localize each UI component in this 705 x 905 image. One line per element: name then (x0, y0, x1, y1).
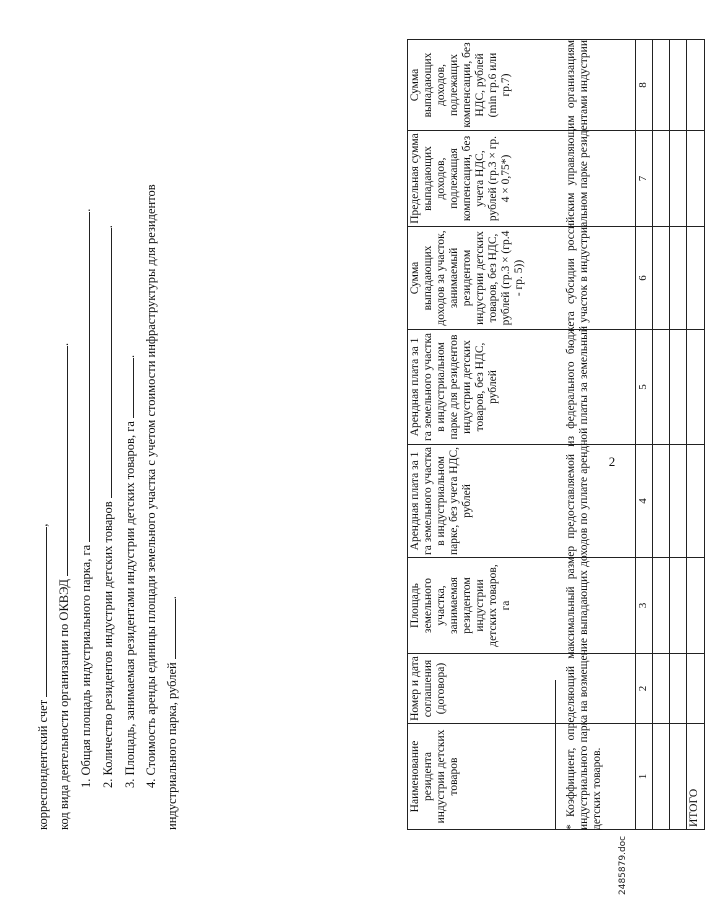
table-cell (670, 654, 687, 724)
table-cell (670, 558, 687, 654)
field-label: 1. Общая площадь индустриального парка, га (79, 544, 93, 788)
col-header-area: Площадь земельного участка, занимаемая резидентом индустрии детских товаров, га (408, 558, 636, 654)
table-cell (670, 131, 687, 227)
table-cell (653, 131, 670, 227)
column-numbers-row (636, 40, 653, 830)
table-row (670, 40, 687, 830)
fill-line (100, 228, 112, 498)
field-label: 3. Площадь, занимаемая резидентами индустрии детских товаров, га (123, 421, 137, 788)
field-park-area: 1. Общая площадь индустриального парка, га . (79, 208, 93, 788)
col-header-compensation: Сумма выпадающих доходов, подлежащих компенсации, без НДС, рублей (min гр.6 или гр.7) (408, 40, 636, 131)
table-cell (670, 445, 687, 558)
field-label: корреспондентский счет (36, 699, 50, 830)
total-label: ИТОГО (687, 724, 705, 830)
field-residents-area: 3. Площадь, занимаемая резидентами индустрии детских товаров, га . (123, 354, 137, 788)
table-cell (653, 330, 670, 445)
table-cell (670, 227, 687, 330)
field-label: индустриального парка, рублей (165, 662, 179, 830)
table-cell (653, 654, 670, 724)
page-number: 2 (608, 453, 616, 469)
table-cell (653, 724, 670, 830)
col-header-resident: Наименование резидента индустрии детских товаров (408, 724, 636, 830)
table-cell (687, 131, 705, 227)
footnote: * Коэффициент, определяющий максимальный размер предоставляемой из федерального бюджета субсидии российским управляющим организациям индустриального парка на возмещение выпадающих доходов по уплате арендной платы за земельный участок в индустриальном парке резидентами индустрии детских товаров. (565, 40, 603, 830)
column-number: 6 (636, 227, 653, 330)
col-header-rent: Арендная плата за 1 га земельного участка в индустриальном парке, без учета НДС, рублей (408, 445, 636, 558)
column-number: 4 (636, 445, 653, 558)
column-number: 8 (636, 40, 653, 131)
fill-line (35, 527, 47, 697)
table-cell (670, 40, 687, 131)
col-header-resident-rent: Арендная плата за 1 га земельного участка в индустриальном парке для резидентов индустрии детских товаров, без НДС, рублей (408, 330, 636, 445)
fill-line (122, 358, 134, 418)
col-header-lost-income: Сумма выпадающих доходов за участок, занимаемый резидентом индустрии детских товаров, без НДС, рублей (гр.3 × (гр.4 - гр. 5)) (408, 227, 636, 330)
file-name: 2485879.doc (618, 835, 628, 895)
table-cell (653, 40, 670, 131)
footnote-divider (555, 680, 556, 830)
field-rent-cost (144, 184, 158, 788)
table-cell (670, 724, 687, 830)
fill-line (164, 599, 176, 659)
table-row (653, 40, 670, 830)
compensation-table (407, 39, 705, 830)
table-cell (687, 227, 705, 330)
col-header-agreement: Номер и дата соглашения (договора) (408, 654, 636, 724)
field-correspondent-account: корреспондентский счет , (36, 523, 50, 830)
column-number: 2 (636, 654, 653, 724)
table-cell (670, 330, 687, 445)
table-cell (687, 330, 705, 445)
fill-line (78, 212, 90, 542)
table-cell (687, 40, 705, 131)
column-number: 5 (636, 330, 653, 445)
column-number: 7 (636, 131, 653, 227)
field-rent-cost-cont: индустриального парка, рублей . (165, 596, 179, 830)
column-number: 3 (636, 558, 653, 654)
col-header-limit: Предельная сумма выпадающих доходов, подлежащая компенсации, без учета НДС, рублей (гр.3 × гр. 4 × 0,75*) (408, 131, 636, 227)
column-number: 1 (636, 724, 653, 830)
table-cell (687, 445, 705, 558)
field-label: 2. Количество резидентов индустрии детских товаров (101, 501, 115, 788)
table-cell (653, 227, 670, 330)
table-cell (653, 445, 670, 558)
table-cell (687, 654, 705, 724)
table-cell (653, 558, 670, 654)
total-row (687, 40, 705, 830)
field-label: код вида деятельности организации по ОКВЭД (57, 579, 71, 830)
field-okved: код вида деятельности организации по ОКВЭД . (57, 342, 71, 830)
field-label: 4. Стоимость аренды единицы площади земельного участка с учетом стоимости инфраструктуры для резидентов (144, 184, 158, 788)
table-cell (687, 558, 705, 654)
field-residents-count: 2. Количество резидентов индустрии детских товаров . (101, 225, 115, 788)
fill-line (56, 346, 68, 576)
